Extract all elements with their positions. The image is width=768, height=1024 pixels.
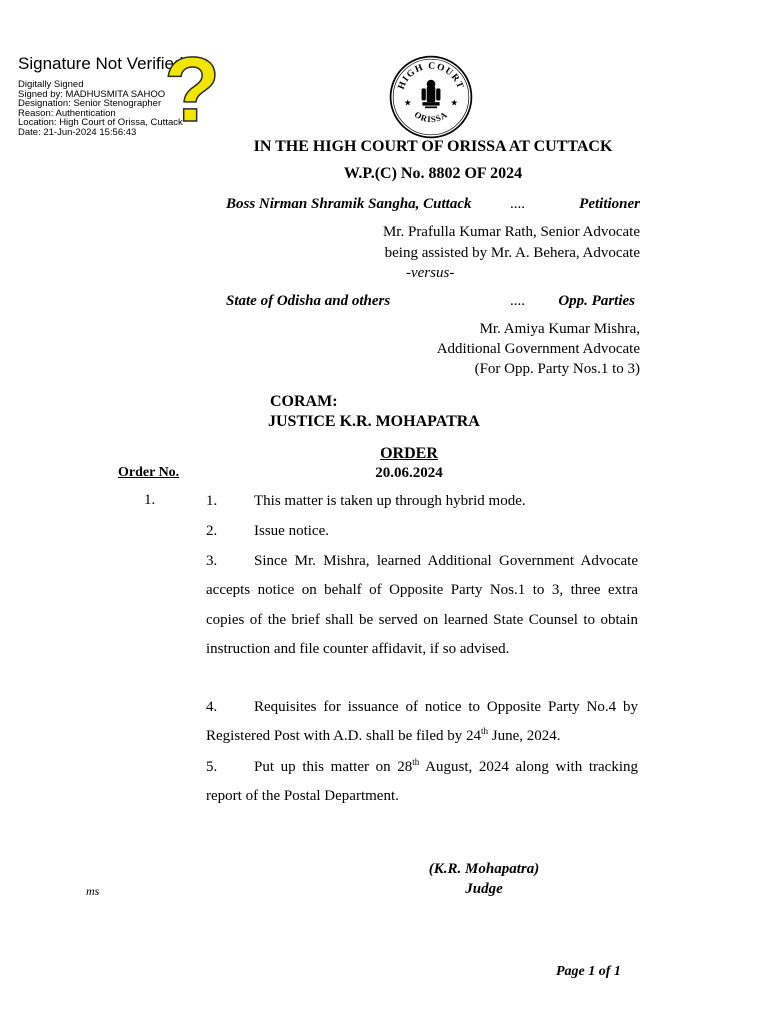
case-number: W.P.(C) No. 8802 OF 2024 xyxy=(343,165,523,182)
coram-label: CORAM: xyxy=(270,393,338,410)
paragraph-text: This matter is taken up through hybrid mode. xyxy=(254,493,526,509)
order-paragraph xyxy=(206,753,638,812)
petitioner-role: Petitioner xyxy=(579,196,640,212)
judge-name: (K.R. Mohapatra) xyxy=(428,861,540,877)
court-title: IN THE HIGH COURT OF ORISSA AT CUTTACK xyxy=(253,138,613,155)
paragraph-number: 2. xyxy=(206,523,218,539)
svg-text:★: ★ xyxy=(403,98,412,109)
petitioner-counsel xyxy=(383,222,640,264)
respondent-dots: .... xyxy=(510,293,525,309)
counsel-line: Mr. Prafulla Kumar Rath, Senior Advocate xyxy=(382,224,640,240)
counsel-line: Mr. Amiya Kumar Mishra, xyxy=(479,321,640,337)
paragraph-number: 1. xyxy=(206,493,218,509)
paragraph-number: 3. xyxy=(206,553,218,569)
signature-unverified-icon: ? xyxy=(164,39,221,141)
high-court-seal-logo xyxy=(388,54,474,140)
counsel-line: Additional Government Advocate xyxy=(436,341,640,357)
order-no: 1. xyxy=(144,492,156,508)
superscript: th xyxy=(412,757,420,767)
paragraph-text: June, 2024. xyxy=(488,728,561,745)
paragraph-text: Issue notice. xyxy=(254,523,329,539)
petitioner-name: Boss Nirman Shramik Sangha, Cuttack xyxy=(226,196,472,212)
paragraph-number: 4. xyxy=(206,699,218,715)
paragraph-number: 5. xyxy=(206,759,218,775)
order-paragraph xyxy=(206,693,638,752)
order-paragraph xyxy=(206,517,638,546)
order-paragraph xyxy=(206,487,638,516)
svg-text:★: ★ xyxy=(450,98,459,109)
judge-title: Judge xyxy=(465,881,503,897)
order-heading: ORDER xyxy=(380,445,438,462)
signature-line: Digitally Signed xyxy=(18,79,84,90)
respondent-role: Opp. Parties xyxy=(558,293,635,309)
petitioner-dots: .... xyxy=(510,196,525,212)
signature-line: Designation: Senior Stenographer xyxy=(18,98,162,110)
paragraph-text: Since Mr. Mishra, learned Additional Government Advocate accepts notice on behalf of Opposite Party Nos.1 to 3, three extra copies of the brief shall be served on learned State Counsel to obtain instruction and file counter affidavit, if so advised. xyxy=(206,553,638,657)
page-number: Page 1 of 1 xyxy=(556,964,621,979)
order-date: 20.06.2024 xyxy=(375,465,443,481)
svg-text:HIGH COURT: HIGH COURT xyxy=(396,61,466,92)
signature-line: Reason: Authentication xyxy=(18,107,116,119)
respondent-counsel xyxy=(437,319,640,379)
justice-name: JUSTICE K.R. MOHAPATRA xyxy=(268,413,480,430)
counsel-line: being assisted by Mr. A. Behera, Advocate xyxy=(384,245,640,261)
paragraph-text: Requisites for issuance of notice to Opposite Party No.4 by Registered Post with A.D. shall be filed by 24 xyxy=(206,699,638,745)
signature-details xyxy=(18,80,183,138)
order-no-label: Order No. xyxy=(118,465,180,480)
typist-initials: ms xyxy=(86,884,100,898)
counsel-line: (For Opp. Party Nos.1 to 3) xyxy=(474,361,640,377)
paragraph-text: Put up this matter on 28 xyxy=(254,759,413,775)
signature-line: Date: 21-Jun-2024 15:56:43 xyxy=(18,126,137,138)
svg-text:ORISSA: ORISSA xyxy=(412,109,450,125)
order-paragraph xyxy=(206,547,638,664)
versus-label: -versus- xyxy=(406,265,455,281)
respondent-name: State of Odisha and others xyxy=(226,293,391,309)
signature-line: Location: High Court of Orissa, Cuttack xyxy=(18,117,183,129)
signature-line: Signed by: MADHUSMITA SAHOO xyxy=(18,88,166,100)
superscript: th xyxy=(480,726,488,737)
paragraph-text: August, 2024 along with tracking report of the Postal Department. xyxy=(206,759,638,805)
signature-status-title: Signature Not Verified xyxy=(18,54,184,73)
